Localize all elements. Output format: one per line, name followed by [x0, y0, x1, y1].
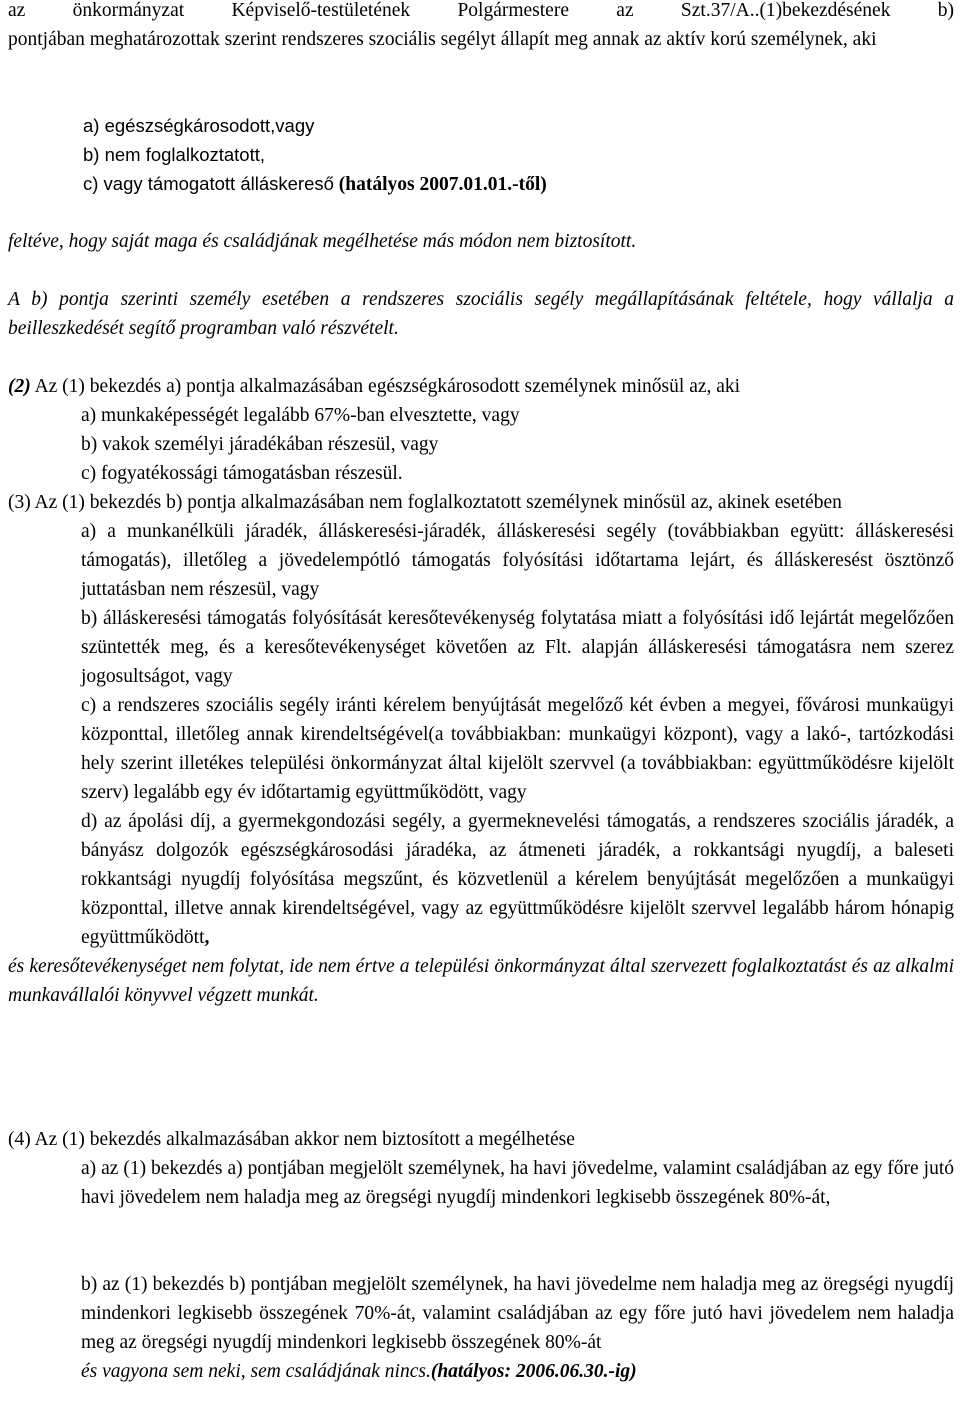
section-2-item-a: a) munkaképességét legalább 67%-ban elvesztette, vagy	[81, 405, 520, 426]
intro-paragraph	[8, 0, 954, 54]
intro-line-1: az önkormányzat Képviselő-testületének Polgármestere az Szt.37/A..(1)bekezdésének b)	[8, 0, 954, 21]
section-4-item-b: b) az (1) bekezdés b) pontjában megjelölt személynek, ha havi jövedelme nem haladja meg az öregségi nyugdíj mindenkori legkisebb összegének 70%-át, valamint családjában az egy főre jutó havi jövedelem nem haladja meg az öregségi nyugdíj mindenkori legkisebb összegének 80%-át	[81, 1274, 954, 1353]
list-1-item-c	[8, 169, 954, 199]
list-1-item-c-effective: (hatályos 2007.01.01.-től)	[338, 174, 547, 195]
section-3-closing: és keresőtevékenységet nem folytat, ide nem értve a települési önkormányzat által szervezett foglalkoztatást és az alkalmi munkavállalói könyvvel végzett munkát.	[8, 956, 954, 1006]
section-4	[8, 1125, 954, 1212]
section-4-closing-effective: (hatályos: 2006.06.30.-ig)	[430, 1361, 637, 1382]
intro-rest: pontjában meghatározottak szerint rendszeres szociális segélyt állapít meg annak az aktív korú személynek, aki	[8, 29, 877, 50]
section-4-b-block	[8, 1270, 954, 1386]
section-3-item-d	[8, 807, 954, 952]
condition-2-text: A b) pontja szerinti személy esetében a rendszeres szociális segély megállapításának feltétele, hogy vállalja a beilleszkedését segítő programban való részvételt.	[8, 289, 954, 339]
section-3-item-d-end: ,	[204, 927, 210, 948]
section-3-item-c: c) a rendszeres szociális segély iránti kérelem benyújtását megelőző két évben a megyei, fővárosi munkaügyi központtal, illetőleg annak kirendeltségével(a továbbiakban: munkaügyi központ), vagy a lakó-, tartózkodási hely szerint illetékes települési önkormányzat által kijelölt szervvel (a továbbiakban: együttműködésre kijelölt szerv) legalább egy év időtartamig együttműködött, vagy	[81, 695, 954, 803]
section-2-heading	[8, 372, 954, 401]
section-4-item-a: a) az (1) bekezdés a) pontjában megjelölt személynek, ha havi jövedelme, valamint családjában az egy főre jutó havi jövedelem nem haladja meg az öregségi nyugdíj mindenkori legkisebb összegének 80%-át,	[81, 1158, 954, 1208]
list-1	[8, 111, 954, 199]
section-2-item-c: c) fogyatékossági támogatásban részesül.	[81, 463, 403, 484]
section-4-closing-text: és vagyona sem neki, sem családjának nincs.	[81, 1361, 431, 1382]
condition-text: feltéve, hogy saját maga és családjának megélhetése más módon nem biztosított.	[8, 231, 637, 252]
list-1-item-b: b) nem foglalkoztatott,	[83, 144, 266, 165]
section-2-number: (2)	[8, 376, 31, 397]
section-2-item-b: b) vakok személyi járadékában részesül, vagy	[81, 434, 439, 455]
section-3-heading: (3) Az (1) bekezdés b) pontja alkalmazásában nem foglalkoztatott személynek minősül az, akinek esetében	[8, 492, 842, 513]
section-3-item-b: b) álláskeresési támogatás folyósítását keresőtevékenység folytatása miatt a folyósítási idő lejártát megelőzően szüntették meg, és a keresőtevékenységet követően az Flt. alapján álláskeresési támogatásra nem szerez jogosultságot, vagy	[81, 608, 954, 687]
list-1-item-c-text: c) vagy támogatott álláskereső	[83, 173, 334, 194]
section-3-item-a: a) a munkanélküli járadék, álláskeresési-járadék, álláskeresési segély (továbbiakban együtt: álláskeresési támogatás), illetőleg a jövedelempótló támogatás folyósítási időtartama lejárt, és álláskeresést ösztönző juttatásban nem részesül, vagy	[81, 521, 954, 600]
section-4-closing	[8, 1357, 954, 1386]
list-1-item-a: a) egészségkárosodott,vagy	[83, 115, 315, 136]
section-3-item-d-text: d) az ápolási díj, a gyermekgondozási segély, a gyermeknevelési támogatás, a rendszeres szociális járadék, a bányász dolgozók egészségkárosodási járadéka, az átmeneti járadék, a rokkantsági nyugdíj, a baleseti rokkantsági nyugdíj folyósítása megszűnt, és közvetlenül a kérelem benyújtását megelőzően a munkaügyi központtal, illetve annak kirendeltségével, vagy az együttműködésre kijelölt szervvel legalább három hónapig együttműködött	[81, 811, 954, 948]
section-3	[8, 488, 954, 1010]
section-2-heading-text: Az (1) bekezdés a) pontja alkalmazásában egészségkárosodott személynek minősül az, aki	[34, 376, 741, 397]
section-2	[8, 372, 954, 488]
section-4-heading: (4) Az (1) bekezdés alkalmazásában akkor nem biztosított a megélhetése	[8, 1129, 575, 1150]
